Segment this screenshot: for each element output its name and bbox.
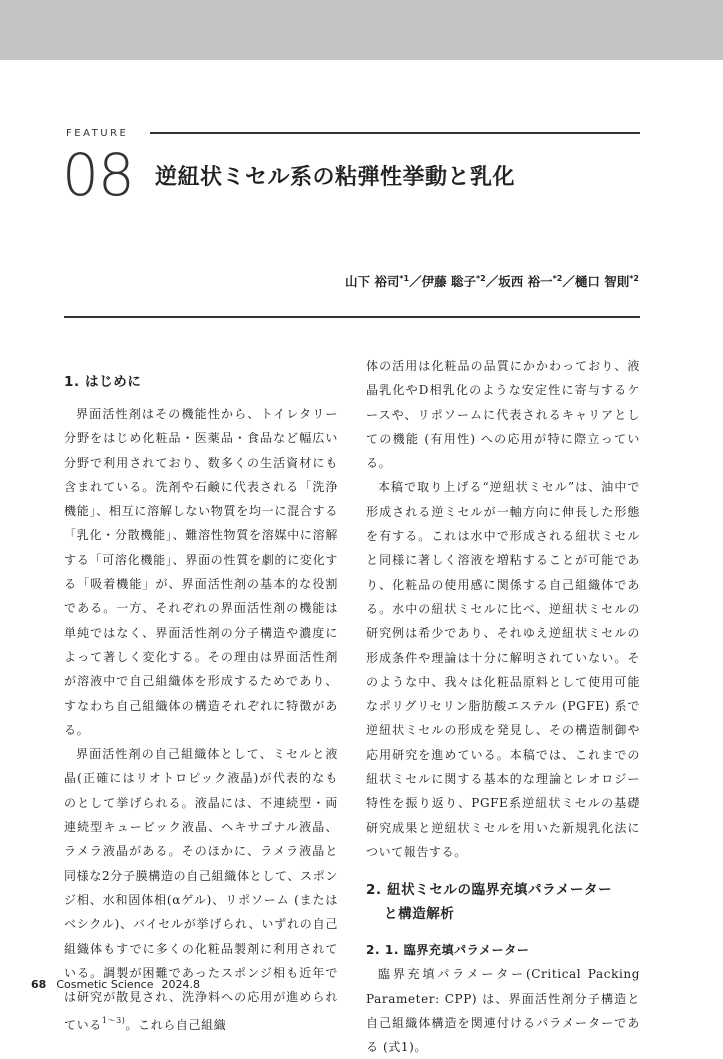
left-column xyxy=(64,366,338,1038)
issue-date: 2024.8 xyxy=(161,978,200,991)
author-line xyxy=(345,272,639,290)
body-paragraph: 本稿で取り上げる“逆紐状ミセル”は、油中で形成される逆ミセルが一軸方向に伸長した形態を有する。これは水中で形成される紐状ミセルと同様に著しく溶液を増粘することが可能であり、化粧品の使用感に関係する自己組織体である。水中の紐状ミセルに比べ、逆紐状ミセルの研究例は希少であり、それゆえ逆紐状ミセルの形成条件や理論は十分に解明されていない。そのような中、我々は化粧品原料として使用可能なポリグリセリン脂肪酸エステル (PGFE) 系で逆紐状ミセルの形成を発見し、その構造制御や応用研究を進めている。本稿では、これまでの紐状ミセルに関する基本的な理論とレオロジー特性を振り返り、PGFE系逆紐状ミセルの基礎研究成果と逆紐状ミセルを用いた新規乳化法について報告する。 xyxy=(366,480,640,859)
paragraph-text: 界面活性剤の自己組織体として、ミセルと液晶(正確にはリオトロピック液晶)が代表的なものとして挙げられる。液晶には、不連続型・両連続型キュービック液晶、ヘキサゴナル液晶、ラメラ液晶がある。そのほかに、ラメラ液晶と同様な2分子膜構造の自己組織体として、スポンジ相、水和固体相(αゲル)、リポソーム (またはベシクル)、バイセルが挙げられ、いずれの自己組織体もすでに多くの化粧品製剤に利用されている。調製が困難であったスポンジ相も近年では研究が散見され、洗浄料への応用が進められている xyxy=(64,747,338,1033)
author-separator: ／ xyxy=(562,274,575,289)
feature-label: FEATURE xyxy=(66,128,129,139)
section-heading: 2. 紐状ミセルの臨界充填パラメーター xyxy=(366,882,613,899)
section-heading-cont: と構造解析 xyxy=(384,906,455,923)
author-mark: *2 xyxy=(476,273,486,283)
author-mark: *2 xyxy=(552,273,563,283)
body-paragraph: 体の活用は化粧品の品質にかかわっており、液晶乳化やD相乳化のような安定性に寄与するケースや、リポソームに代表されるキャリアとしての機能 (有用性) への応用が特に際立っている。 xyxy=(366,359,640,471)
journal-name: Cosmetic Science xyxy=(56,978,154,991)
paragraph-text: 。これら自己組織 xyxy=(125,1018,227,1033)
author-name: 山下 裕司 xyxy=(345,274,400,289)
author-separator: ／ xyxy=(409,274,422,289)
article-number: 08 xyxy=(62,141,134,209)
section-heading: 1. はじめに xyxy=(64,374,142,390)
top-band xyxy=(0,0,723,60)
header-rule xyxy=(150,132,640,134)
body-paragraph: 臨界充填パラメーター(Critical Packing Parameter: CPP) は、界面活性剤分子構造と自己組織体構造を関連付けるパラメーターである (式1)。 xyxy=(366,967,640,1055)
body-paragraph: 界面活性剤はその機能性から、トイレタリー分野をはじめ化粧品・医薬品・食品など幅広い分野で利用されており、数多くの生活資材にも含まれている。洗剤や石鹸に代表される「洗浄機能」、相互に溶解しない物質を均一に混合する「乳化・分散機能」、難溶性物質を溶媒中に溶解する「可溶化機能」、界面の性質を劇的に変化する「吸着機能」が、界面活性剤の基本的な役割である。一方、それぞれの界面活性剤の機能は単純ではなく、界面活性剤の分子構造や濃度によって著しく変化する。その理由は界面活性剤が溶液中で自己組織体を形成するためであり、すなわち自己組織体の構造それぞれに特徴がある。 xyxy=(64,407,338,737)
author-separator: ／ xyxy=(485,274,499,289)
citation-ref: 1〜3) xyxy=(101,1016,126,1026)
author-mark: *1 xyxy=(399,273,410,283)
page-number: 68 xyxy=(31,978,47,991)
author-name: 樋口 智則 xyxy=(574,274,630,289)
subsection-heading: 2. 1. 臨界充填パラメーター xyxy=(366,943,530,958)
author-rule xyxy=(64,316,640,318)
body-paragraph xyxy=(64,742,338,1038)
article-title: 逆紐状ミセル系の粘弾性挙動と乳化 xyxy=(155,165,516,190)
right-column xyxy=(366,354,640,1059)
page-footer xyxy=(31,978,200,991)
author-name: 伊藤 聡子 xyxy=(421,274,476,289)
author-mark: *2 xyxy=(629,273,639,283)
author-name: 坂西 裕一 xyxy=(498,274,553,289)
